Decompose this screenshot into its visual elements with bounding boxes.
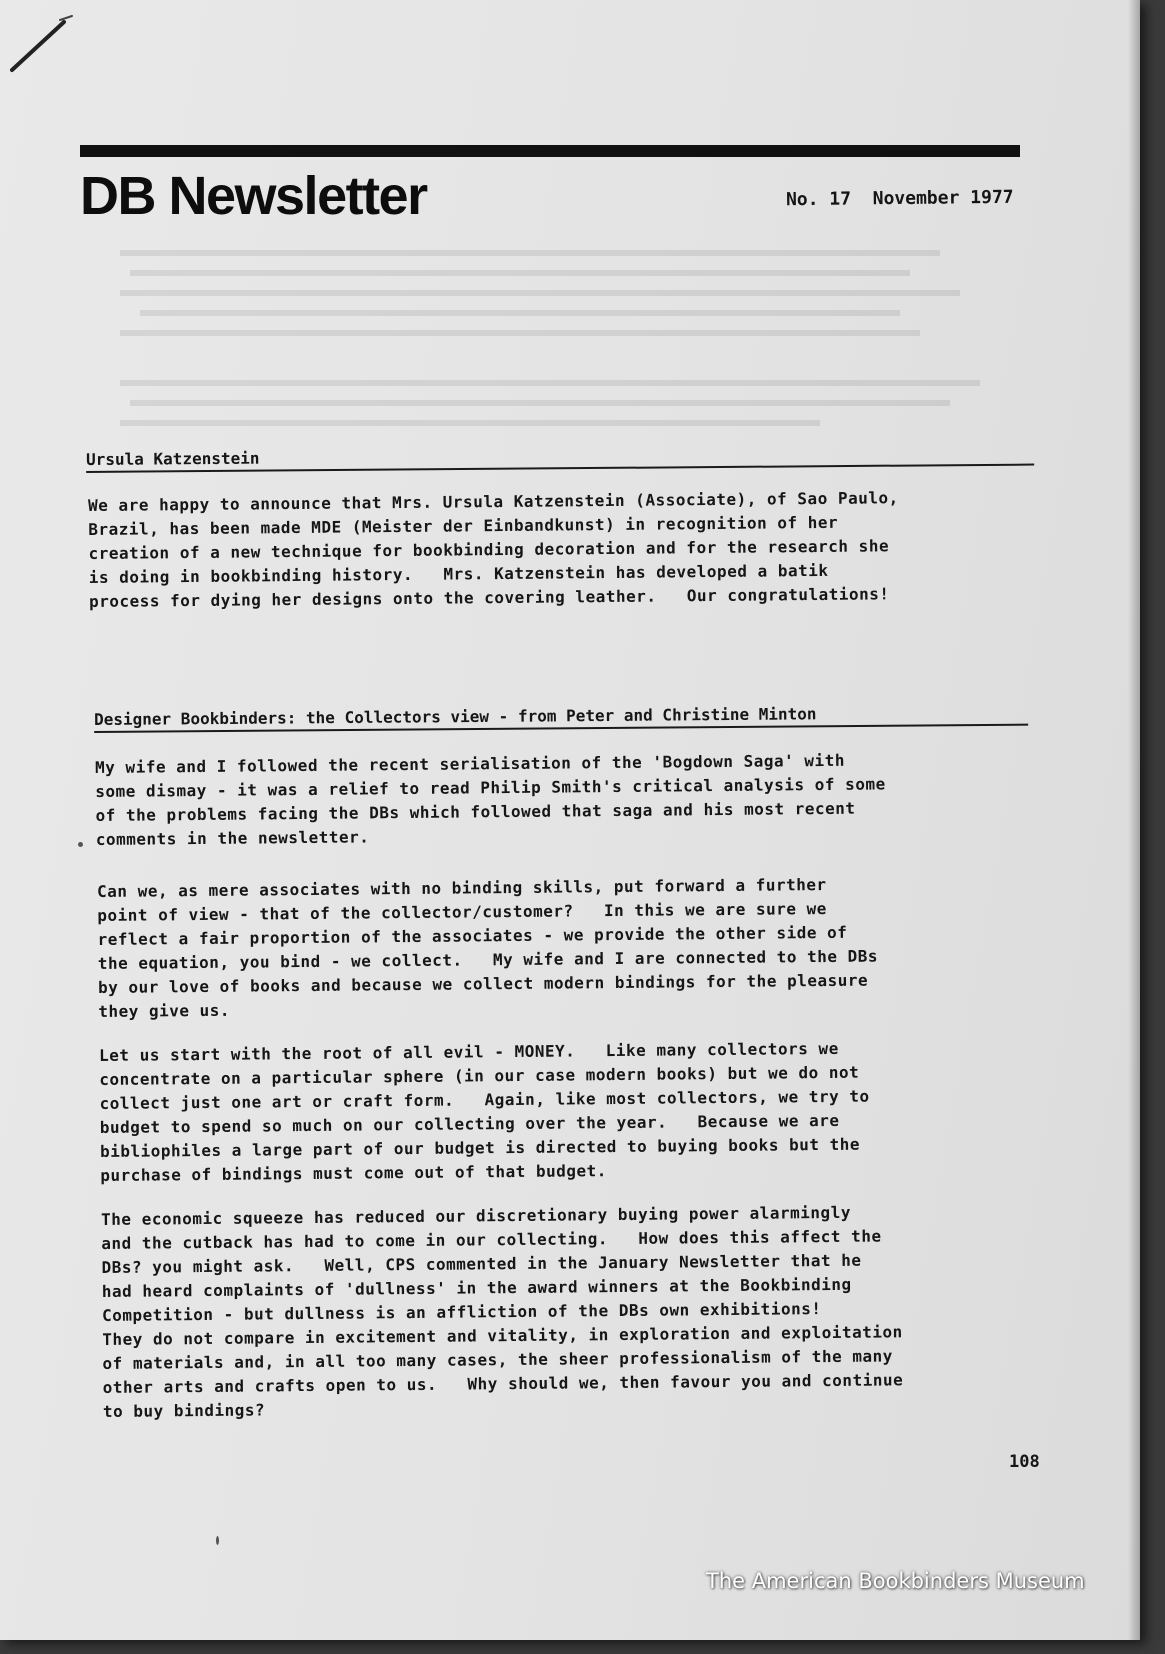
pen-mark-icon xyxy=(8,14,78,74)
ink-speck xyxy=(216,1536,219,1545)
section-heading-katzenstein: Ursula Katzenstein xyxy=(86,443,1034,473)
ink-speck xyxy=(78,842,83,847)
museum-watermark: The American Bookbinders Museum xyxy=(706,1569,1085,1593)
section-heading-collectors-view: Designer Bookbinders: the Collectors view - from Peter and Christine Minton xyxy=(94,703,1028,733)
issue-date: No. 17 November 1977 xyxy=(785,186,1014,211)
masthead-rule xyxy=(80,145,1020,157)
collectors-paragraph-2: Can we, as mere associates with no binding skills, put forward a further point of view - that of the collector/customer? In this we are sure we reflect a fair proportion of the associates - we provide the other side of the equation, you bind - we collect. My wife and I are connected to the DBs by our love of books and because we collect modern bindings for the pleasure they give us. xyxy=(97,874,879,1021)
katzenstein-paragraph: We are happy to announce that Mrs. Ursula Katzenstein (Associate), of Sao Paulo, Brazil, has been made MDE (Meister der Einbandkunst) in recognition of her creation of a new technique for bookbinding decoration and for the research she is doing in bookbinding history. Mrs. Katzenstein has developed a batik process for dying her designs onto the covering leather. Our congratulations! xyxy=(88,488,899,611)
newsletter-title: DB Newsletter xyxy=(80,166,427,226)
collectors-paragraph-4: The economic squeeze has reduced our discretionary buying power alarmingly and the cutback has had to come in our collecting. How does this affect the DBs? you might ask. Well, CPS commented in the January Newsletter that he had heard complaints of 'dullness' in the award winners at the Bookbinding Competition - but dullness is an affliction of the DBs own exhibitions! They do not compare in excitement and vitality, in exploration and exploitation of materials and, in all too many cases, the sheer professionalism of the many other arts and crafts open to us. Why should we, then favour you and continue to buy bindings? xyxy=(101,1202,904,1421)
page-number: 108 xyxy=(1009,1452,1040,1472)
collectors-paragraph-3: Let us start with the root of all evil - MONEY. Like many collectors we concentrate on a particular sphere (in our case modern books) but we do not collect just one art or craft form. Again, like most collectors, we try to budget to spend so much on our collecting over the year. Because we are bibliophiles a large part of our budget is directed to buying books but the purchase of bindings must come out of that budget. xyxy=(99,1038,870,1185)
collectors-paragraph-1: My wife and I followed the recent serialisation of the 'Bogdown Saga' with some dismay - it was a relief to read Philip Smith's critical analysis of some of the problems facing the DBs which followed that saga and his most recent comments in the newsletter. xyxy=(95,750,886,849)
